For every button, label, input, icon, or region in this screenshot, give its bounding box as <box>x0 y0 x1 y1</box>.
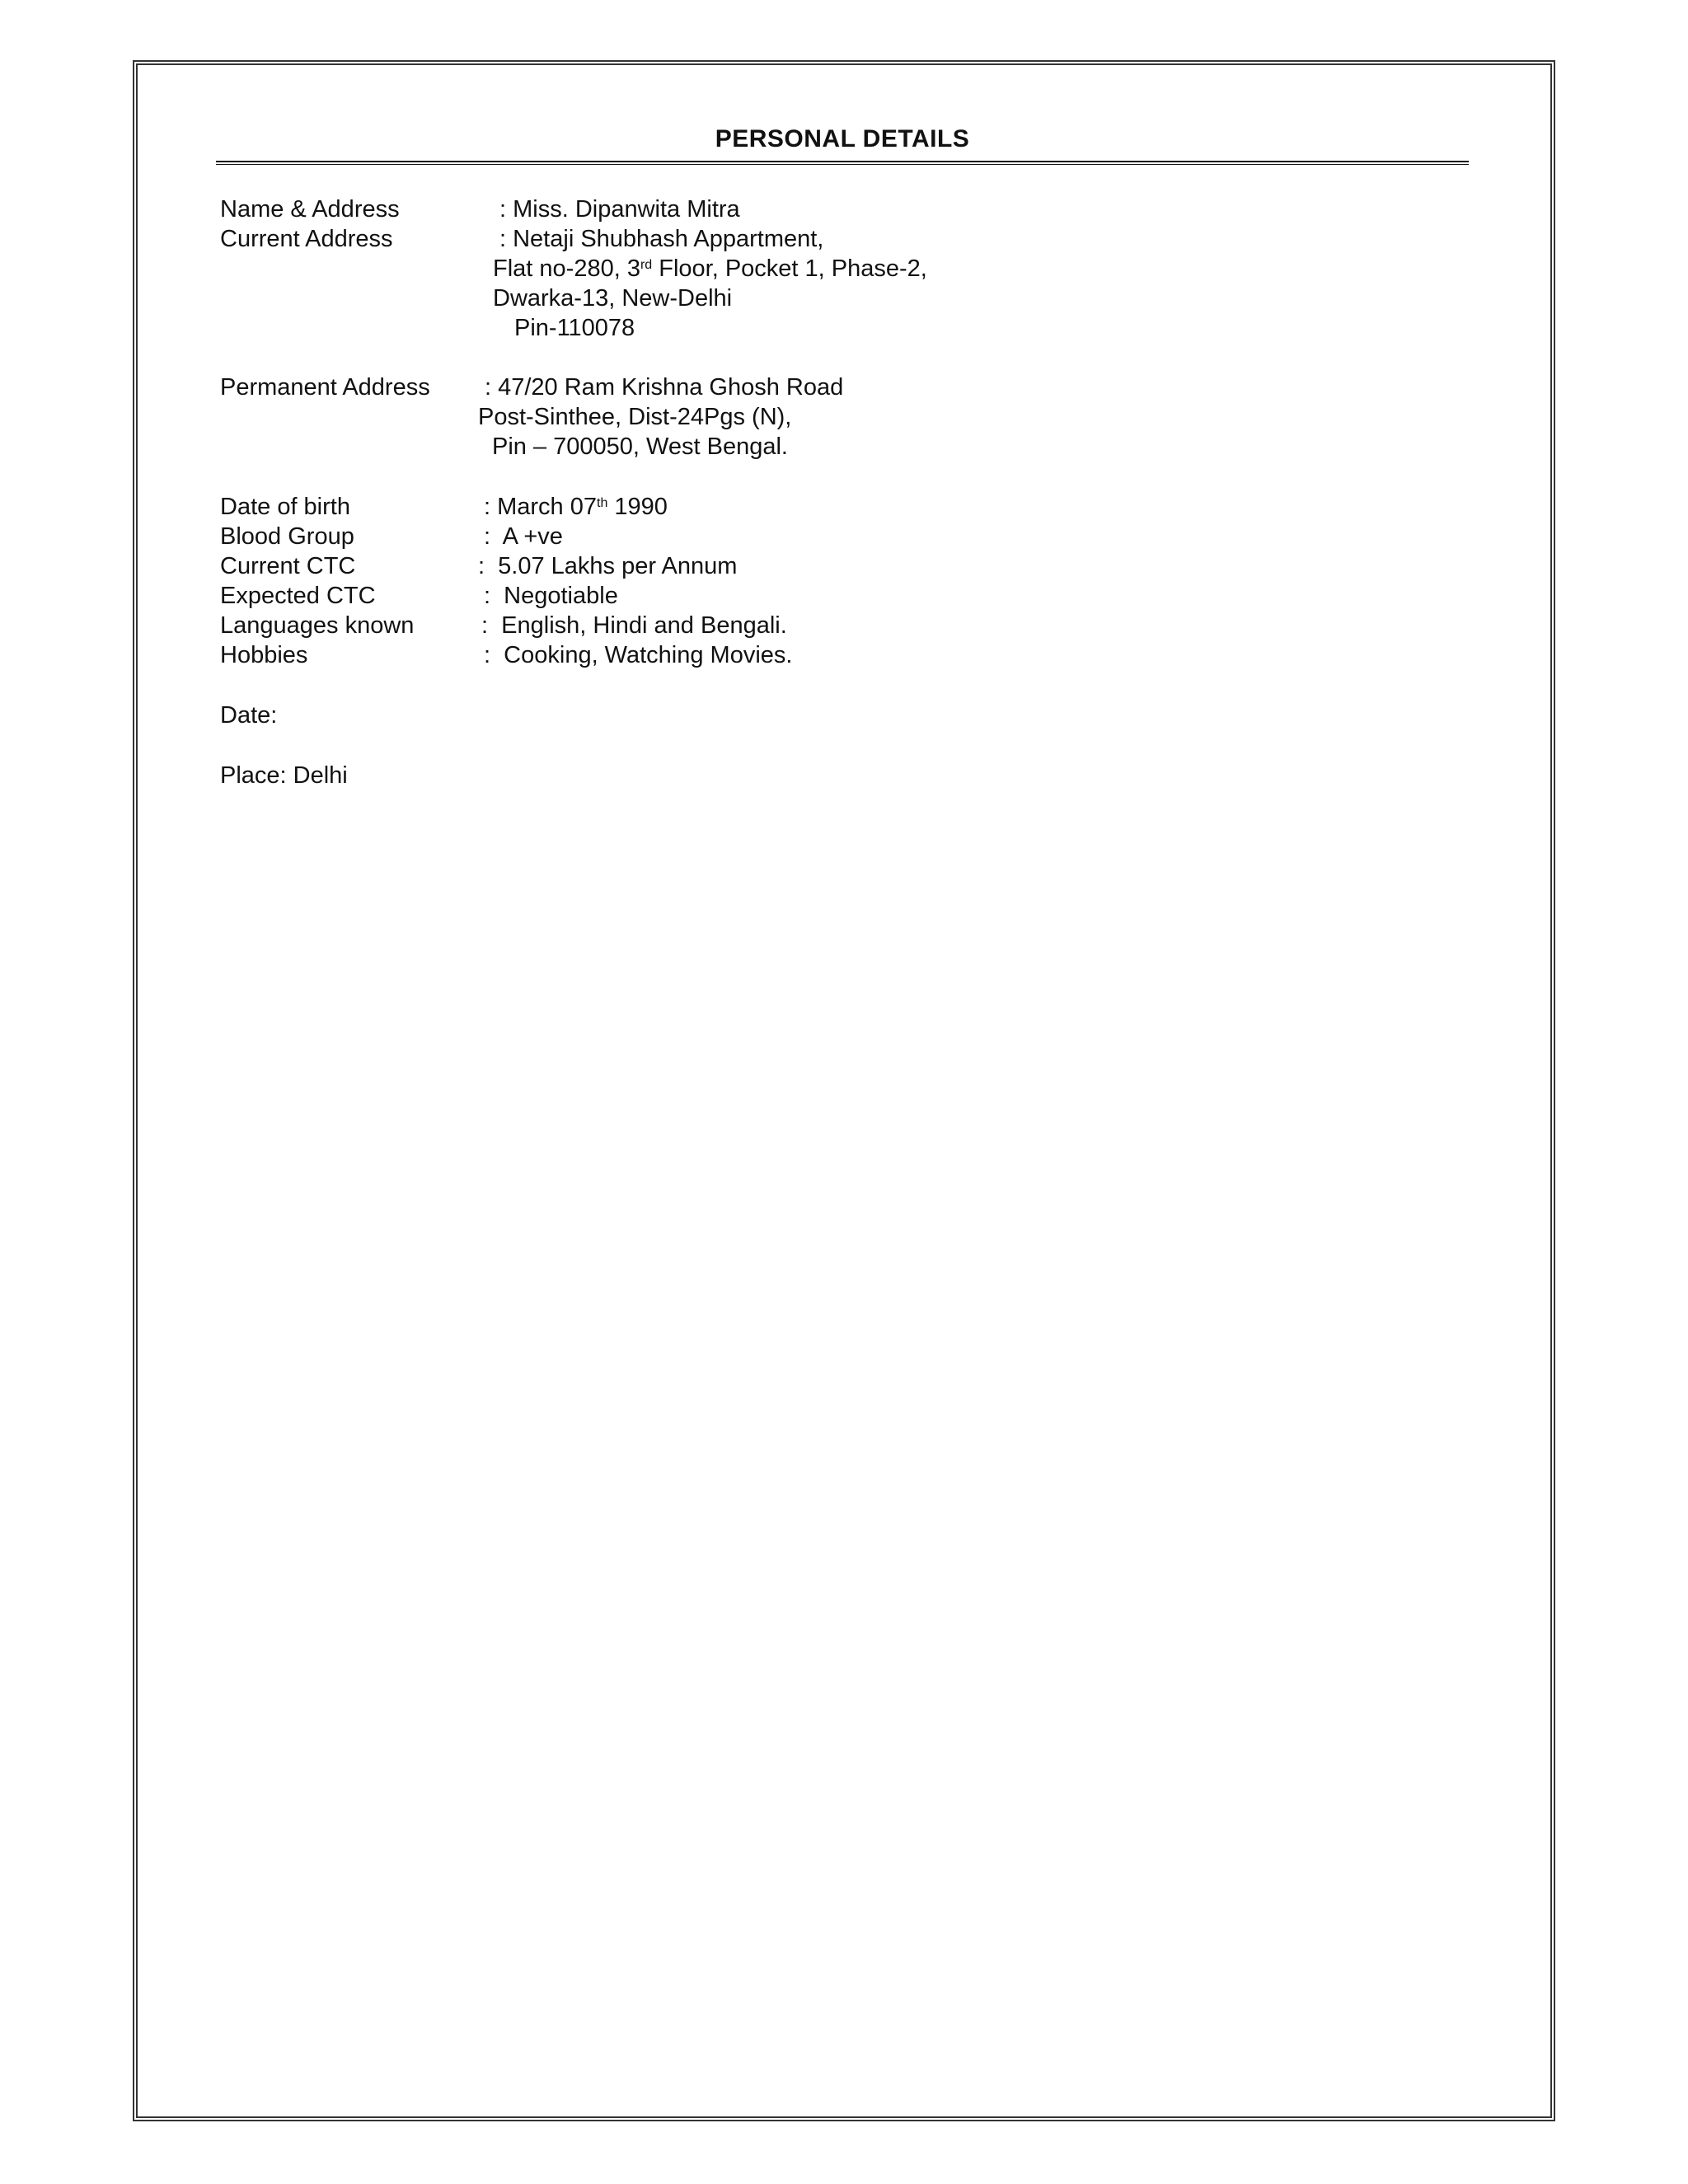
date-label: Date: <box>220 702 278 729</box>
hobbies-value: : Cooking, Watching Movies. <box>484 642 793 668</box>
dob-label: Date of birth <box>220 494 350 520</box>
section-heading: PERSONAL DETAILS <box>715 125 970 152</box>
permanent-address-line1: : 47/20 Ram Krishna Ghosh Road <box>485 374 844 401</box>
current-ctc-value: : 5.07 Lakhs per Annum <box>478 553 738 579</box>
languages-label: Languages known <box>220 612 415 639</box>
name-value: : Miss. Dipanwita Mitra <box>499 196 740 223</box>
dob-value-post: 1990 <box>607 494 668 520</box>
expected-ctc-value: : Negotiable <box>484 583 618 609</box>
blood-group-value: : A +ve <box>484 523 563 550</box>
place-label: Place: Delhi <box>220 762 348 789</box>
expected-ctc-label: Expected CTC <box>220 583 376 609</box>
heading-underline <box>216 161 1469 165</box>
current-address-line2 <box>493 254 927 284</box>
permanent-address-line2: Post-Sinthee, Dist-24Pgs (N), <box>478 404 792 430</box>
blood-group-label: Blood Group <box>220 523 354 550</box>
languages-value: : English, Hindi and Bengali. <box>481 612 787 639</box>
current-address-label: Current Address <box>220 226 393 252</box>
dob-value-sup: th <box>597 496 608 510</box>
permanent-address-line3: Pin – 700050, West Bengal. <box>492 434 788 460</box>
hobbies-label: Hobbies <box>220 642 308 668</box>
current-address-line2-post: Floor, Pocket 1, Phase-2, <box>652 255 927 282</box>
page-border <box>133 60 1555 2121</box>
dob-value <box>484 492 668 522</box>
current-address-line4: Pin-110078 <box>514 315 635 341</box>
dob-value-pre: : March 07 <box>484 494 597 520</box>
name-label: Name & Address <box>220 196 400 223</box>
current-address-line3: Dwarka-13, New-Delhi <box>493 285 733 312</box>
permanent-address-label: Permanent Address <box>220 374 430 401</box>
current-address-line1: : Netaji Shubhash Appartment, <box>499 226 824 252</box>
current-address-line2-pre: Flat no-280, 3 <box>493 255 640 282</box>
current-ctc-label: Current CTC <box>220 553 356 579</box>
current-address-line2-sup: rd <box>640 258 653 272</box>
